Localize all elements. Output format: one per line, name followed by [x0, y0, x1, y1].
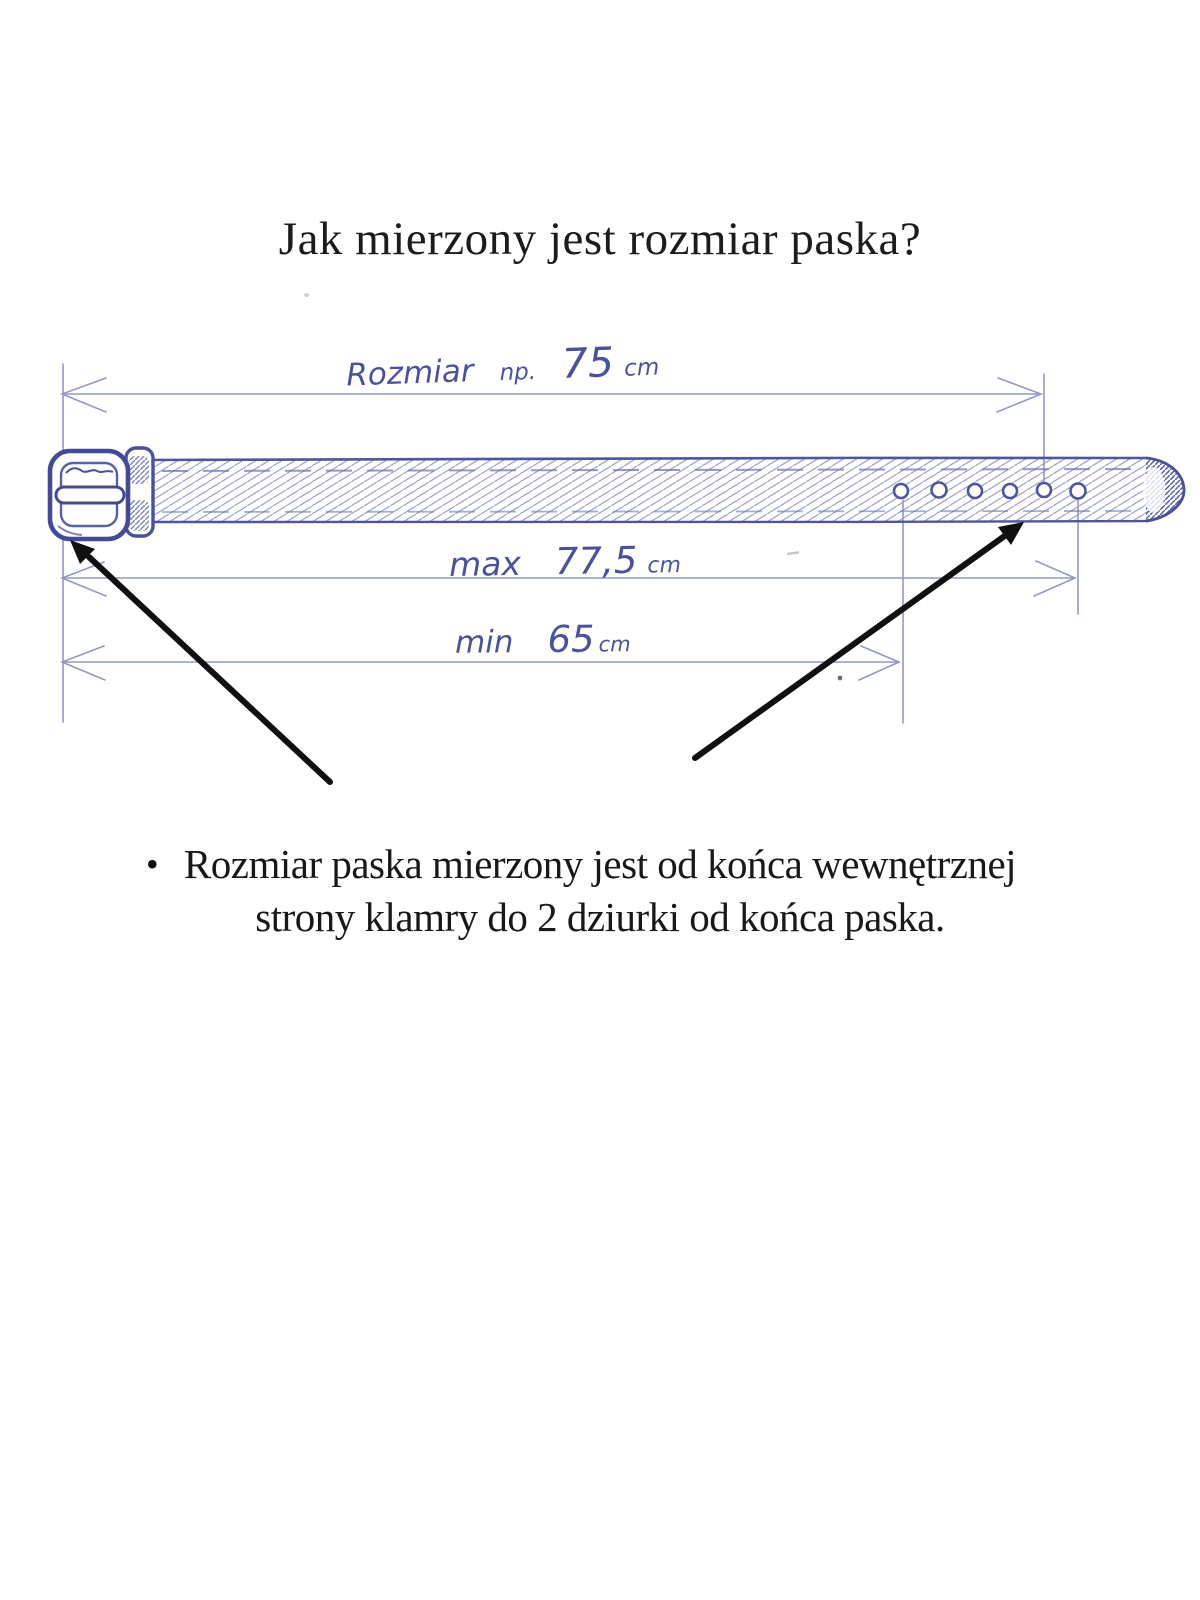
arrowhead-left-icon [62, 646, 105, 680]
scan-speck [304, 293, 309, 297]
dimension-min [62, 500, 903, 723]
min-unit: cm [598, 632, 631, 657]
note-text [0, 838, 1200, 944]
pointer-arrow-buckle [70, 540, 330, 782]
size-unit: cm [623, 354, 660, 382]
keeper-shading [129, 500, 149, 531]
belt-measurement-diagram [0, 330, 1200, 800]
measurement-note [0, 838, 1200, 944]
size-qualifier: np. [499, 358, 537, 387]
scan-speck [787, 551, 799, 555]
arrowhead-right-icon [997, 378, 1041, 412]
belt-hole [1071, 484, 1086, 499]
min-label: min [454, 624, 514, 661]
belt-strap [140, 458, 1184, 523]
note-line-1: Rozmiar paska mierzony jest od końca wewnętrznej [183, 841, 1017, 887]
arrowhead-right-icon [859, 646, 899, 680]
bullet-icon: • [146, 844, 159, 884]
size-value: 75 [560, 338, 615, 388]
belt-hole [894, 484, 908, 498]
keeper-shading [129, 456, 149, 484]
size-label: Rozmiar [345, 353, 475, 394]
belt-tip [1143, 458, 1184, 521]
label-dimension-min [455, 617, 631, 662]
buckle [50, 448, 153, 539]
pointer-arrow-second-hole [695, 522, 1024, 758]
arrowhead-left-icon [62, 378, 106, 412]
label-dimension-max [449, 538, 682, 585]
note-line-2: strony klamry do 2 dziurki od końca paska. [255, 894, 945, 940]
max-label: max [448, 543, 522, 585]
belt-hole [1037, 483, 1051, 497]
belt-hole [932, 483, 947, 498]
scan-speck [838, 676, 843, 681]
buckle-prong [56, 487, 124, 503]
belt-hole [968, 484, 982, 498]
belt-hole [1003, 484, 1017, 498]
max-unit: cm [647, 552, 682, 579]
belt-leather-hatch [140, 458, 1148, 523]
page-title: Jak mierzony jest rozmiar paska? [278, 213, 922, 265]
max-value: 77,5 [554, 538, 638, 584]
min-value: 65 [547, 617, 595, 661]
